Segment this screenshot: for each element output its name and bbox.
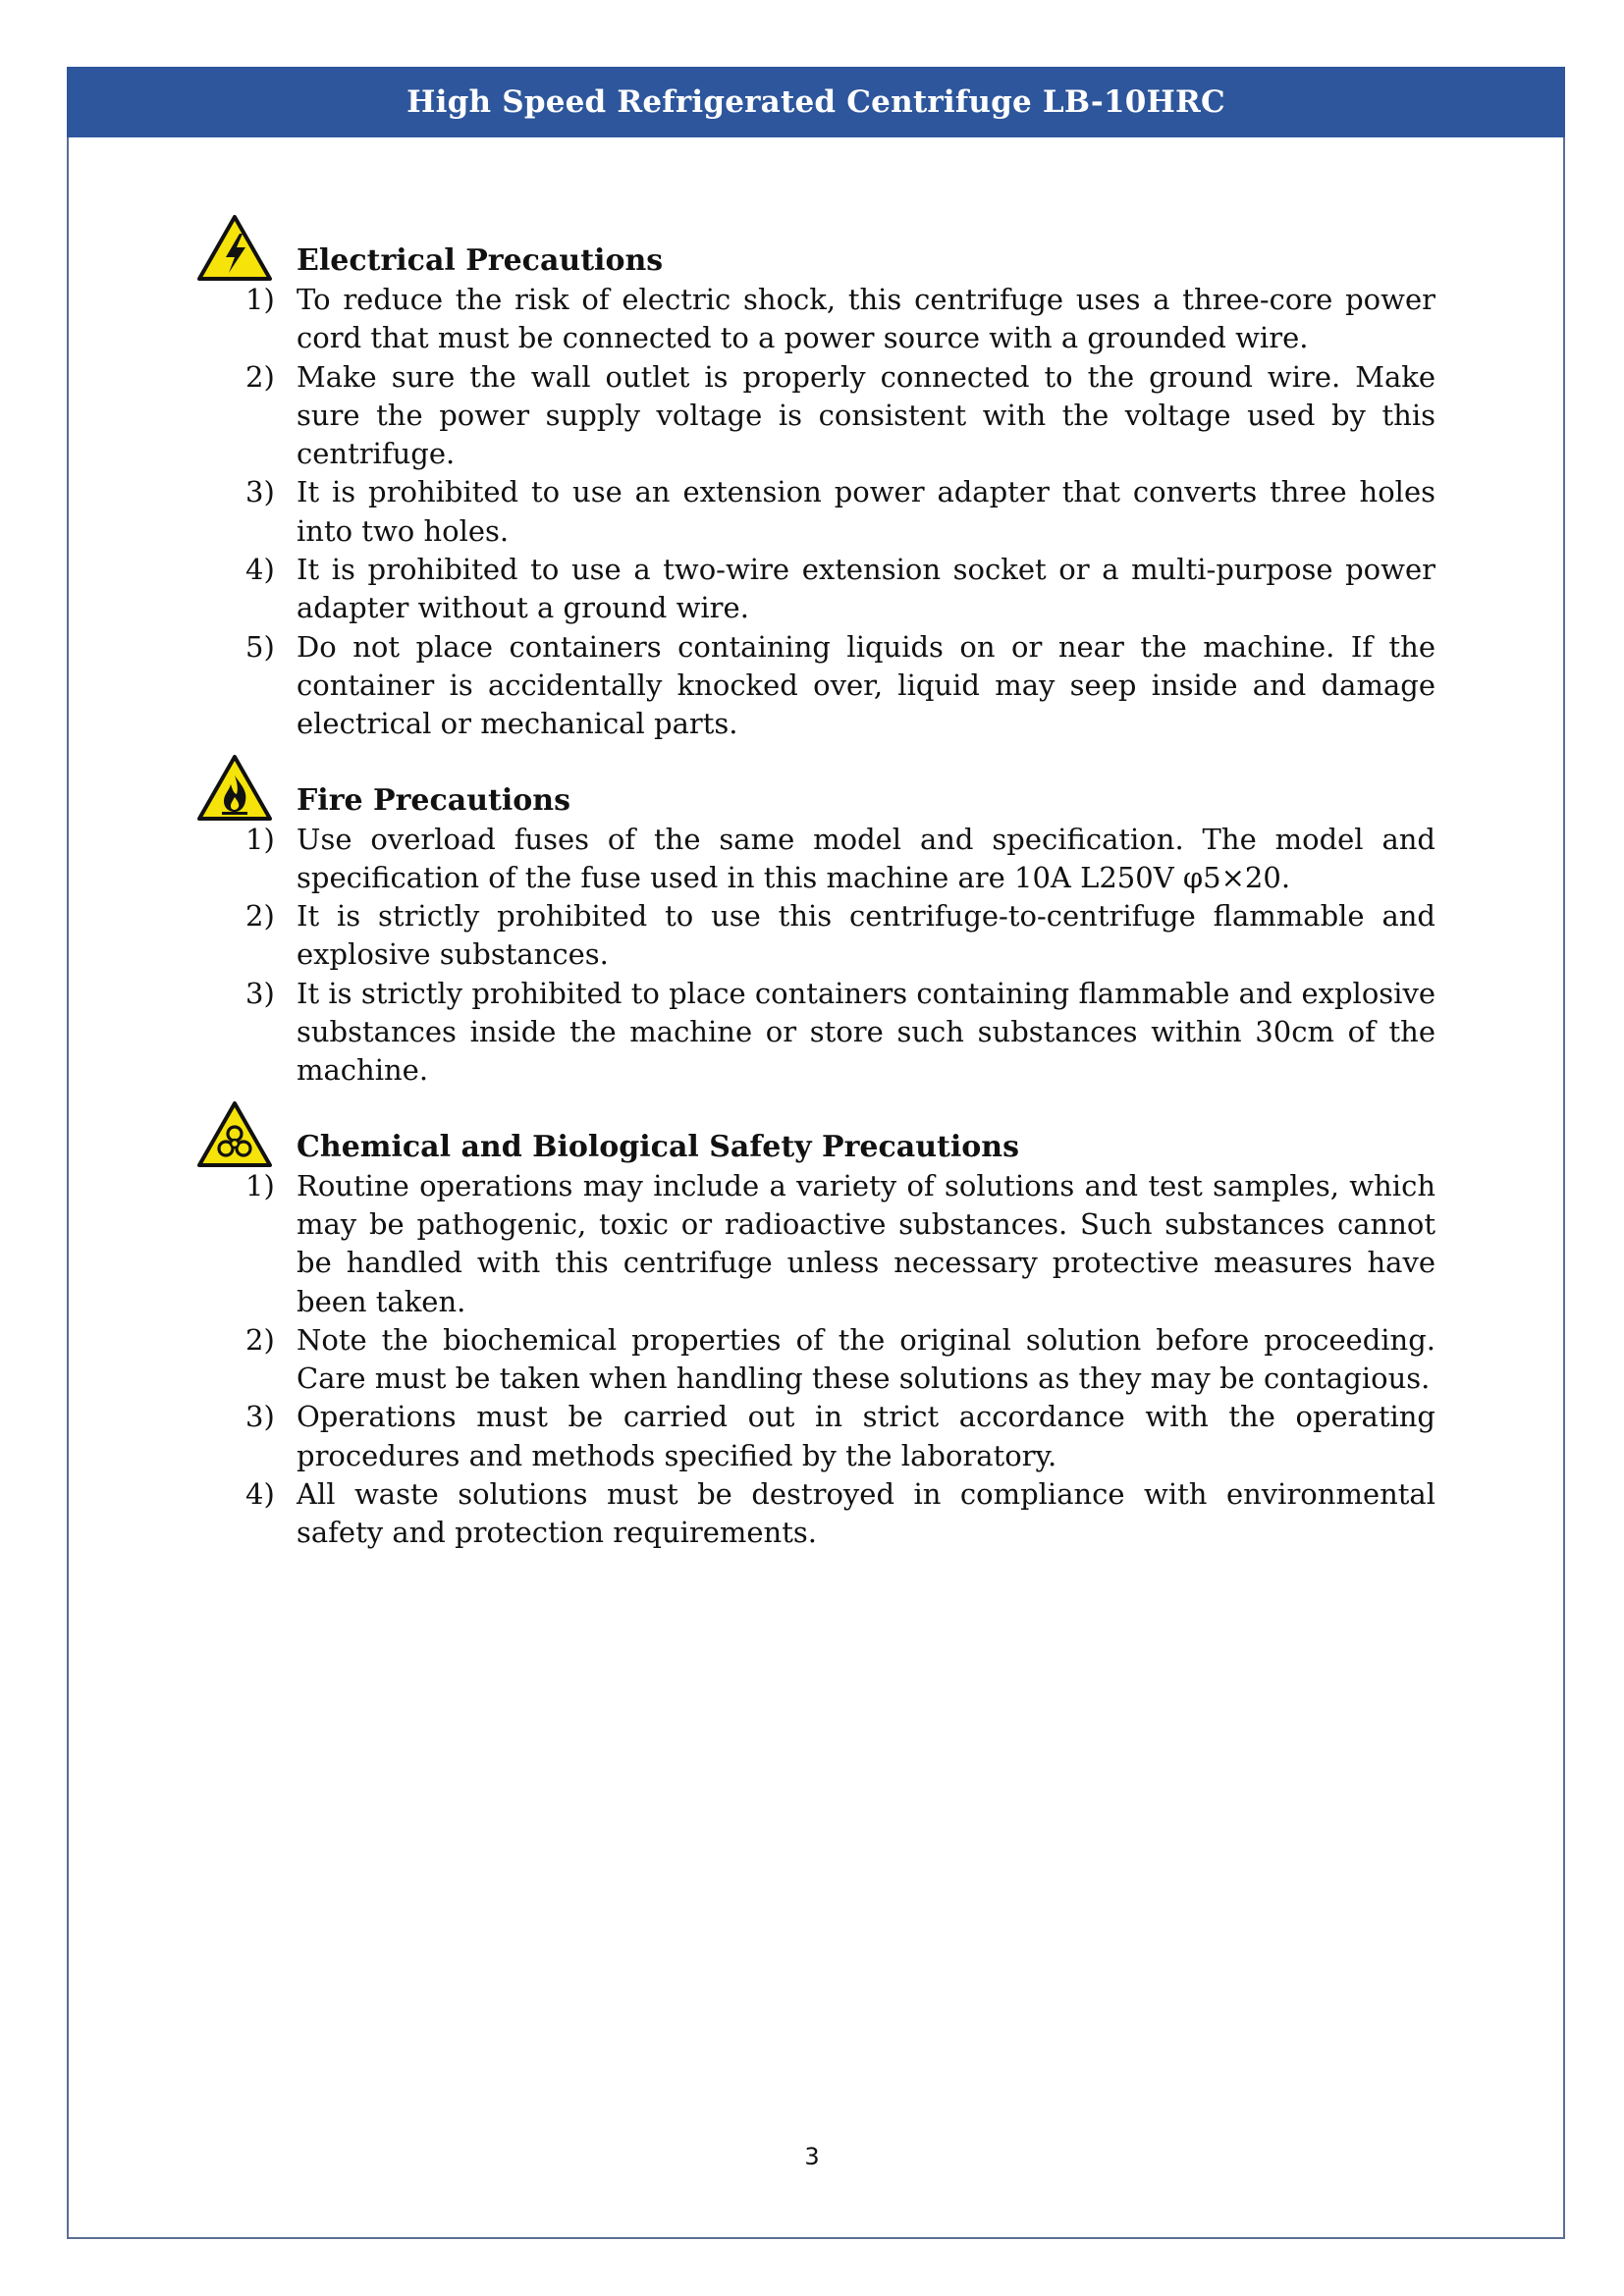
section-chemical-biological [196, 1128, 1435, 1553]
list-item [196, 628, 1435, 744]
item-text: To reduce the risk of electric shock, this centrifuge uses a three-core power cord that must be connected to a power source with a grounded wire. [297, 283, 1435, 355]
precaution-list [196, 1167, 1435, 1553]
list-item [196, 281, 1435, 358]
list-item [196, 1398, 1435, 1475]
item-number: 2) [245, 359, 275, 394]
section-heading [196, 241, 1435, 281]
item-text: Routine operations may include a variety of solutions and test samples, which may be pathogenic, toxic or radioactive substances. Such substances cannot be handled with this centrifuge unless necessary protective measures have been taken. [297, 1168, 1435, 1318]
item-number: 4) [245, 553, 275, 587]
header-bar [67, 67, 1565, 137]
list-item [196, 897, 1435, 975]
item-number: 2) [245, 899, 275, 934]
item-number: 2) [245, 1322, 275, 1357]
section-heading [196, 1128, 1435, 1167]
list-item [196, 1475, 1435, 1553]
list-item [196, 551, 1435, 628]
precaution-list [196, 821, 1435, 1091]
page-content [196, 241, 1435, 1590]
section-heading [196, 781, 1435, 821]
precaution-list [196, 281, 1435, 744]
list-item [196, 1321, 1435, 1399]
list-item [196, 975, 1435, 1091]
section-title: Electrical Precautions [297, 243, 664, 278]
item-number: 3) [245, 976, 275, 1010]
item-text: Operations must be carried out in strict accordance with the operating procedures and methods specified by the laboratory. [297, 1400, 1435, 1472]
item-number: 1) [245, 1168, 275, 1202]
item-text: It is strictly prohibited to use this centrifuge-to-centrifuge flammable and explosive substances. [297, 899, 1435, 972]
item-number: 1) [245, 283, 275, 316]
section-fire [196, 781, 1435, 1091]
list-item [196, 821, 1435, 898]
item-number: 4) [245, 1477, 275, 1512]
item-text: Make sure the wall outlet is properly connected to the ground wire. Make sure the power supply voltage is consistent with the voltage used by this centrifuge. [297, 359, 1435, 471]
fire-hazard-icon [196, 754, 273, 823]
item-text: Note the biochemical properties of the original solution before proceeding. Care must be taken when handling these solutions as they may be contagious. [297, 1322, 1435, 1396]
document-title: High Speed Refrigerated Centrifuge LB-10HRC [406, 84, 1225, 120]
item-text: Do not place containers containing liquids on or near the machine. If the container is accidentally knocked over, liquid may seep inside and damage electrical or mechanical parts. [297, 629, 1435, 741]
item-text: All waste solutions must be destroyed in compliance with environmental safety and protection requirements. [297, 1477, 1435, 1550]
item-number: 1) [245, 822, 275, 856]
list-item [196, 1167, 1435, 1321]
electrical-hazard-icon [196, 214, 273, 283]
item-number: 5) [245, 629, 275, 664]
page-number: 3 [804, 2143, 820, 2170]
section-title: Fire Precautions [297, 782, 570, 818]
list-item [196, 358, 1435, 474]
item-text: It is prohibited to use an extension power adapter that converts three holes into two holes. [297, 475, 1435, 548]
item-number: 3) [245, 475, 275, 509]
item-number: 3) [245, 1400, 275, 1434]
item-text: Use overload fuses of the same model and specification. The model and specification of the fuse used in this machine are 10A L250V φ5×20. [297, 822, 1435, 894]
item-text: It is strictly prohibited to place containers containing flammable and explosive substances inside the machine or store such substances within 30cm of the machine. [297, 976, 1435, 1088]
biohazard-icon [196, 1100, 273, 1169]
section-title: Chemical and Biological Safety Precautions [297, 1129, 1019, 1164]
item-text: It is prohibited to use a two-wire extension socket or a multi-purpose power adapter without a ground wire. [297, 553, 1435, 625]
list-item [196, 473, 1435, 551]
section-electrical [196, 241, 1435, 744]
